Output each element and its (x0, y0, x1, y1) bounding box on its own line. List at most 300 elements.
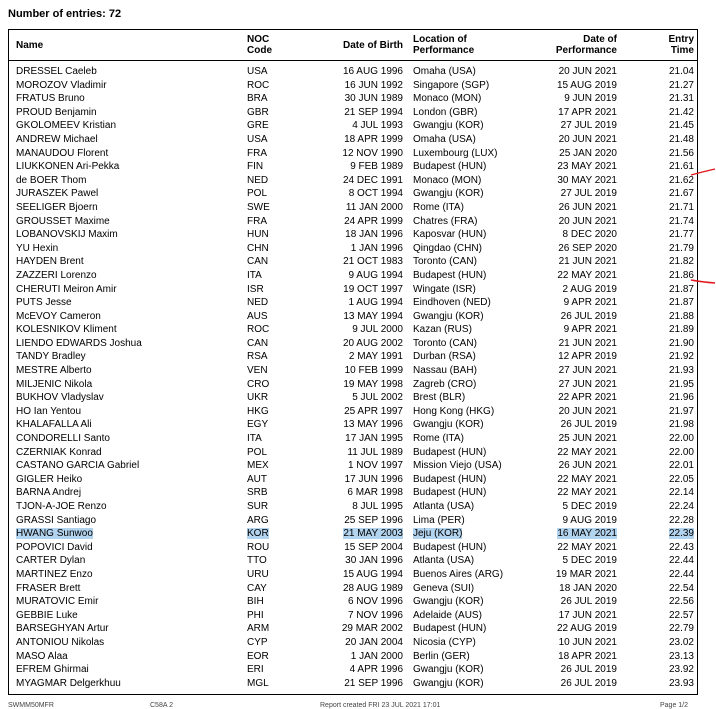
cell-noc-text: FRA (247, 215, 267, 227)
cell-dob-text: 29 MAR 2002 (341, 623, 403, 635)
page-footer (0, 701, 716, 709)
cell-noc (247, 337, 268, 351)
cell-date-text: 25 JUN 2021 (558, 433, 617, 445)
header-date (529, 34, 617, 56)
cell-date-text: 5 DEC 2019 (562, 501, 617, 512)
cell-dob-text: 17 JAN 1995 (345, 433, 403, 445)
cell-date-text: 23 MAY 2021 (557, 161, 617, 173)
cell-dob-text: 30 JAN 1996 (345, 555, 403, 567)
cell-noc (247, 677, 269, 691)
cell-location-text: Nassau (BAH) (413, 365, 477, 377)
cell-name-text: YU Hexin (16, 242, 59, 254)
cell-time-text: 23.13 (668, 650, 694, 662)
cell-noc (247, 106, 269, 120)
cell-name (16, 283, 117, 297)
cell-name (16, 405, 81, 419)
cell-dob-text: 13 MAY 1994 (343, 310, 403, 322)
cell-noc-text: USA (247, 66, 268, 77)
cell-location (413, 378, 476, 392)
cell-date (529, 364, 617, 378)
cell-time (639, 269, 694, 283)
cell-time (639, 119, 694, 133)
cell-time (639, 446, 694, 460)
cell-dob-text: 21 OCT 1983 (343, 256, 403, 268)
cell-date-text: 9 AUG 2019 (562, 514, 617, 526)
cell-date-text: 17 JUN 2021 (558, 609, 617, 621)
cell-time (639, 418, 694, 432)
cell-location (413, 622, 486, 636)
cell-time (639, 228, 694, 242)
cell-noc (247, 568, 269, 582)
cell-name (16, 296, 72, 310)
table-row (9, 79, 697, 93)
cell-name (16, 323, 117, 337)
cell-time-text: 21.96 (668, 392, 694, 404)
cell-name (16, 269, 97, 283)
cell-location-text: Budapest (HUN) (413, 623, 487, 635)
cell-location-text: Nicosia (CYP) (413, 636, 476, 648)
cell-location-text: Budapest (HUN) (413, 541, 487, 553)
cell-name-text: FRASER Brett (16, 582, 81, 594)
cell-dob-text: 21 MAY 2003 (343, 528, 403, 540)
cell-location (413, 92, 481, 106)
cell-dob (299, 201, 403, 215)
cell-date-text: 22 MAY 2021 (557, 541, 617, 553)
cell-location-text: Gwangju (KOR) (413, 120, 484, 132)
cell-location-text: Budapest (HUN) (413, 473, 487, 485)
table-row (9, 459, 697, 473)
cell-time (639, 473, 694, 487)
cell-dob (299, 595, 403, 609)
cell-time (639, 215, 694, 229)
cell-dob (299, 228, 403, 242)
cell-date (529, 269, 617, 283)
cell-dob-text: 11 JAN 2000 (345, 201, 403, 213)
cell-date-text: 26 JUN 2021 (558, 201, 617, 213)
cell-date-text: 20 JUN 2021 (558, 405, 617, 417)
header-location (413, 34, 474, 56)
cell-location-text: Gwangju (KOR) (413, 310, 484, 322)
cell-noc (247, 364, 268, 378)
cell-noc (247, 405, 269, 419)
cell-noc-text: ROC (247, 324, 270, 336)
cell-time-text: 22.54 (668, 582, 694, 594)
cell-dob (299, 446, 403, 460)
cell-date-text: 9 APR 2021 (563, 297, 617, 309)
cell-location-text: Hong Kong (HKG) (413, 405, 495, 417)
cell-dob (299, 473, 403, 487)
cell-dob (299, 554, 403, 568)
cell-location (413, 459, 502, 473)
cell-date (529, 133, 617, 147)
cell-noc (247, 119, 269, 133)
cell-dob-text: 1 JAN 1996 (350, 242, 403, 254)
cell-location-text: Gwangju (KOR) (413, 677, 484, 689)
footer-mid: C58A 2 (150, 702, 173, 709)
cell-noc-text: KOR (247, 528, 269, 540)
cell-time (639, 405, 694, 419)
cell-date-text: 26 JUL 2019 (560, 596, 617, 608)
cell-noc-text: CYP (247, 636, 268, 648)
cell-date-text: 18 JAN 2020 (559, 582, 617, 594)
cell-dob-text: 9 AUG 1994 (348, 269, 403, 281)
cell-name-text: CZERNIAK Konrad (16, 446, 102, 458)
cell-dob (299, 255, 403, 269)
table-row (9, 364, 697, 378)
cell-location-text: Luxembourg (LUX) (413, 147, 498, 159)
cell-noc-text: SRB (247, 487, 268, 499)
cell-dob (299, 92, 403, 106)
cell-location (413, 215, 477, 229)
cell-time (639, 568, 694, 582)
cell-location (413, 228, 486, 242)
cell-noc-text: EOR (247, 650, 269, 662)
cell-noc (247, 582, 267, 596)
cell-noc (247, 228, 269, 242)
cell-noc-text: ITA (247, 269, 262, 281)
cell-dob-text: 11 JUL 1989 (347, 446, 403, 458)
cell-noc-text: CAN (247, 337, 269, 349)
cell-location (413, 609, 482, 623)
table-row (9, 486, 697, 500)
cell-name-text: CASTANO GARCIA Gabriel (16, 460, 140, 472)
cell-dob (299, 119, 403, 133)
cell-location-text: London (GBR) (413, 106, 478, 118)
cell-date-text: 27 JUL 2019 (560, 120, 617, 132)
cell-dob (299, 514, 403, 528)
cell-name-text: KOLESNIKOV Kliment (16, 324, 117, 336)
cell-time-text: 21.61 (668, 161, 694, 173)
cell-dob-text: 21 SEP 1994 (344, 106, 403, 118)
table-row (9, 636, 697, 650)
cell-noc (247, 187, 267, 201)
table-row (9, 215, 697, 229)
cell-time-text: 23.93 (668, 677, 694, 689)
cell-date (529, 65, 617, 79)
cell-time-text: 22.39 (668, 528, 694, 540)
table-row (9, 201, 697, 215)
cell-location-text: Mission Viejo (USA) (413, 460, 502, 472)
cell-noc (247, 541, 269, 555)
cell-noc-text: PHI (247, 609, 264, 621)
cell-name (16, 160, 119, 174)
cell-date-text: 22 MAY 2021 (557, 473, 617, 485)
cell-name (16, 255, 84, 269)
cell-location-text: Buenos Aires (ARG) (413, 568, 504, 580)
cell-name-text: MANAUDOU Florent (16, 147, 109, 159)
cell-location (413, 65, 476, 79)
cell-date (529, 663, 617, 677)
cell-name-text: GIGLER Heiko (16, 473, 83, 485)
cell-date (529, 79, 617, 93)
cell-name (16, 378, 92, 392)
cell-dob (299, 350, 403, 364)
table-row (9, 310, 697, 324)
cell-location-text: Kaposvar (HUN) (413, 229, 487, 241)
cell-noc-text: HKG (247, 405, 269, 417)
cell-date (529, 486, 617, 500)
cell-dob-text: 4 APR 1996 (349, 664, 403, 676)
cell-location (413, 514, 465, 528)
cell-time-text: 22.43 (668, 541, 694, 553)
cell-dob-text: 17 JUN 1996 (344, 473, 403, 485)
cell-dob (299, 310, 403, 324)
table-row (9, 554, 697, 568)
cell-location (413, 201, 464, 215)
cell-noc (247, 378, 269, 392)
cell-date-text: 22 AUG 2019 (556, 623, 617, 635)
table-row (9, 582, 697, 596)
cell-dob (299, 296, 403, 310)
cell-time (639, 133, 694, 147)
cell-time-text: 22.56 (668, 596, 694, 608)
cell-name-text: GEBBIE Luke (16, 609, 78, 621)
cell-location-text: Brest (BLR) (413, 392, 466, 404)
cell-dob (299, 486, 403, 500)
cell-time (639, 650, 694, 664)
cell-location-text: Singapore (SGP) (413, 79, 490, 91)
annotation-mark-1 (690, 166, 716, 178)
cell-dob-text: 4 JUL 1993 (352, 120, 403, 132)
cell-name-text: PUTS Jesse (16, 297, 72, 309)
cell-time (639, 514, 694, 528)
cell-date (529, 228, 617, 242)
cell-dob (299, 609, 403, 623)
table-row (9, 622, 697, 636)
cell-location (413, 568, 503, 582)
cell-noc (247, 350, 268, 364)
cell-name-text: TANDY Bradley (16, 351, 86, 363)
cell-dob (299, 663, 403, 677)
cell-location-text: Wingate (ISR) (413, 283, 476, 295)
table-row (9, 541, 697, 555)
cell-name (16, 677, 121, 691)
annotation-mark-2 (690, 276, 716, 288)
cell-date-text: 27 JUN 2021 (558, 378, 617, 390)
cell-time (639, 622, 694, 636)
cell-time (639, 391, 694, 405)
cell-dob-text: 1 AUG 1994 (348, 297, 403, 309)
cell-noc-text: POL (247, 446, 268, 458)
cell-dob-text: 20 AUG 2002 (342, 337, 403, 349)
cell-dob-text: 18 APR 1999 (344, 133, 403, 145)
cell-date-text: 26 JUL 2019 (560, 310, 617, 322)
cell-location (413, 337, 477, 351)
cell-dob (299, 337, 403, 351)
cell-noc (247, 201, 270, 215)
cell-noc (247, 446, 267, 460)
cell-noc (247, 296, 268, 310)
cell-dob-text: 15 AUG 1994 (342, 568, 403, 580)
cell-time (639, 364, 694, 378)
cell-noc-text: MEX (247, 460, 269, 472)
cell-dob (299, 527, 403, 541)
cell-time-text: 21.48 (668, 133, 694, 145)
cell-date-text: 26 JUL 2019 (560, 419, 617, 431)
cell-dob-text: 19 OCT 1997 (343, 283, 403, 295)
cell-location (413, 147, 497, 161)
cell-noc-text: ROU (247, 541, 270, 553)
cell-date-text: 26 JUL 2019 (560, 664, 617, 676)
cell-name-text: HAYDEN Brent (16, 256, 84, 268)
cell-name-text: LOBANOVSKIJ Maxim (16, 229, 118, 241)
cell-name (16, 418, 92, 432)
cell-date-text: 26 JUL 2019 (560, 677, 617, 689)
cell-dob (299, 160, 403, 174)
cell-date-text: 9 JUN 2019 (564, 93, 617, 105)
cell-noc-text: NED (247, 174, 269, 186)
cell-dob (299, 459, 403, 473)
cell-location-text: Rome (ITA) (413, 433, 464, 445)
cell-time-text: 21.90 (668, 337, 694, 349)
cell-noc-text: CHN (247, 242, 269, 254)
table-row (9, 296, 697, 310)
entries-count: Number of entries: 72 (8, 8, 122, 20)
cell-name-text: MURATOVIC Emir (16, 596, 99, 608)
cell-time-text: 22.14 (668, 487, 694, 499)
table-row (9, 446, 697, 460)
cell-location (413, 500, 474, 514)
cell-noc-text: CAY (247, 582, 267, 594)
cell-location-text: Jeju (KOR) (413, 528, 463, 540)
cell-dob-text: 1 NOV 1997 (347, 460, 403, 472)
cell-name (16, 595, 98, 609)
cell-date (529, 650, 617, 664)
cell-name-text: PROUD Benjamin (16, 106, 97, 118)
cell-noc (247, 663, 264, 677)
cell-location-text: Gwangju (KOR) (413, 419, 484, 431)
cell-date (529, 473, 617, 487)
table-row (9, 350, 697, 364)
cell-location-text: Qingdao (CHN) (413, 242, 482, 254)
cell-location-text: Gwangju (KOR) (413, 188, 484, 200)
cell-location-text: Toronto (CAN) (413, 256, 477, 268)
cell-dob (299, 106, 403, 120)
cell-dob-text: 7 NOV 1996 (347, 609, 403, 621)
cell-time (639, 79, 694, 93)
cell-time-text: 21.82 (668, 256, 694, 268)
cell-noc (247, 147, 267, 161)
cell-time (639, 459, 694, 473)
cell-date-text: 20 JUN 2021 (558, 133, 617, 145)
cell-noc (247, 514, 269, 528)
cell-date (529, 323, 617, 337)
cell-name (16, 636, 104, 650)
cell-date-text: 27 JUN 2021 (558, 365, 617, 377)
table-row (9, 174, 697, 188)
cell-name-text: CARTER Dylan (16, 555, 86, 567)
cell-dob-text: 20 JAN 2004 (345, 636, 403, 648)
cell-time (639, 187, 694, 201)
cell-date (529, 446, 617, 460)
cell-dob (299, 242, 403, 256)
cell-location-text: Gwangju (KOR) (413, 664, 484, 676)
cell-name-text: BARNA Andrej (16, 487, 82, 499)
table-row (9, 677, 697, 691)
table-row (9, 92, 697, 106)
cell-location (413, 391, 465, 405)
cell-date-text: 27 JUL 2019 (560, 188, 617, 200)
cell-location-text: Berlin (GER) (413, 650, 470, 662)
cell-date (529, 636, 617, 650)
cell-date (529, 622, 617, 636)
cell-location (413, 187, 484, 201)
cell-time-text: 21.67 (668, 188, 694, 200)
cell-dob (299, 622, 403, 636)
cell-name-text: EFREM Ghirmai (16, 664, 89, 676)
cell-name-text: GRASSI Santiago (16, 514, 97, 526)
header-time-line1: Entry (668, 34, 694, 45)
cell-date-text: 9 APR 2021 (563, 324, 617, 336)
cell-name-text: MESTRE Alberto (16, 365, 92, 377)
cell-name (16, 242, 58, 256)
cell-date (529, 595, 617, 609)
cell-time (639, 609, 694, 623)
cell-dob-text: 25 SEP 1996 (344, 514, 403, 526)
cell-time-text: 21.42 (668, 106, 694, 118)
cell-date (529, 405, 617, 419)
cell-date-text: 25 JAN 2020 (559, 147, 617, 159)
cell-noc (247, 595, 264, 609)
cell-noc (247, 269, 262, 283)
cell-location (413, 79, 489, 93)
cell-name (16, 228, 118, 242)
cell-time-text: 21.92 (668, 351, 694, 363)
cell-time (639, 283, 694, 297)
cell-noc-text: AUS (247, 310, 268, 322)
cell-location (413, 446, 486, 460)
cell-date-text: 26 SEP 2020 (558, 242, 617, 254)
cell-dob (299, 283, 403, 297)
cell-dob (299, 677, 403, 691)
cell-noc-text: ARG (247, 514, 269, 526)
cell-name-text: HO Ian Yentou (16, 405, 82, 417)
cell-name (16, 79, 107, 93)
cell-location (413, 106, 477, 120)
cell-name (16, 622, 109, 636)
cell-noc-text: POL (247, 188, 268, 200)
cell-noc-text: SWE (247, 201, 270, 213)
cell-dob-text: 8 OCT 1994 (348, 188, 403, 200)
cell-location-text: Adelaide (AUS) (413, 609, 482, 621)
cell-location-text: Monaco (MON) (413, 93, 482, 105)
cell-dob-text: 28 AUG 1989 (342, 582, 403, 594)
cell-name (16, 350, 86, 364)
cell-name-text: McEVOY Cameron (16, 310, 101, 322)
cell-date-text: 20 JUN 2021 (558, 66, 617, 77)
cell-time (639, 663, 694, 677)
cell-name (16, 650, 68, 664)
cell-time (639, 554, 694, 568)
table-row (9, 269, 697, 283)
cell-date (529, 296, 617, 310)
cell-noc (247, 500, 268, 514)
table-row (9, 500, 697, 514)
table-row (9, 106, 697, 120)
cell-noc-text: NED (247, 297, 269, 309)
cell-date-text: 22 MAY 2021 (557, 446, 617, 458)
cell-noc-text: SUR (247, 501, 269, 512)
cell-date (529, 582, 617, 596)
cell-date (529, 215, 617, 229)
cell-dob-text: 5 JUL 2002 (352, 392, 403, 404)
header-date-line2: Performance (555, 45, 617, 56)
cell-name (16, 473, 82, 487)
cell-date (529, 554, 617, 568)
cell-location (413, 255, 477, 269)
cell-date (529, 378, 617, 392)
cell-dob (299, 582, 403, 596)
